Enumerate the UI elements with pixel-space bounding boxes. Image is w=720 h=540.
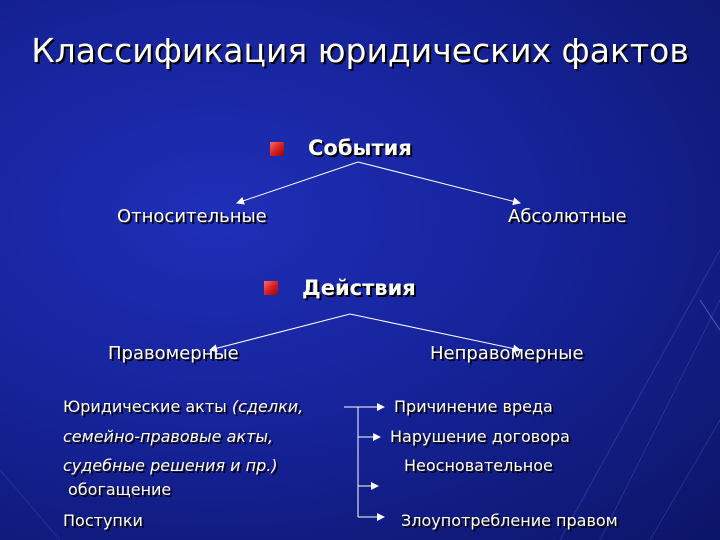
events-absolute: Абсолютные bbox=[508, 206, 627, 227]
legal-acts-note: (сделки, bbox=[231, 397, 304, 416]
slide-title: Классификация юридических фактов bbox=[31, 31, 689, 70]
lawful-item-deeds: Поступки bbox=[63, 511, 143, 530]
unlawful-item-enrichment-line1: Неосновательное bbox=[404, 456, 553, 475]
unlawful-item-harm: Причинение вреда bbox=[394, 397, 553, 416]
actions-unlawful: Неправомерные bbox=[430, 343, 584, 364]
legal-acts-text: Юридические акты bbox=[63, 397, 232, 416]
unlawful-item-enrichment-line2: обогащение bbox=[68, 480, 172, 499]
lawful-item-court-decisions: судебные решения и пр.) bbox=[63, 456, 278, 475]
actions-lawful: Правомерные bbox=[108, 343, 239, 364]
unlawful-item-breach: Нарушение договора bbox=[390, 427, 570, 446]
arrow-actions-to-lawful bbox=[210, 314, 350, 350]
arrow-actions-to-unlawful bbox=[350, 314, 520, 350]
events-heading: События bbox=[308, 136, 412, 160]
events-relative: Относительные bbox=[117, 206, 267, 227]
arrow-events-to-relative bbox=[237, 162, 358, 203]
lawful-item-family-acts: семейно-правовые акты, bbox=[63, 427, 274, 446]
unlawful-item-abuse: Злоупотребление правом bbox=[401, 511, 618, 530]
actions-heading: Действия bbox=[302, 276, 416, 300]
arrow-events-to-absolute bbox=[358, 162, 520, 203]
